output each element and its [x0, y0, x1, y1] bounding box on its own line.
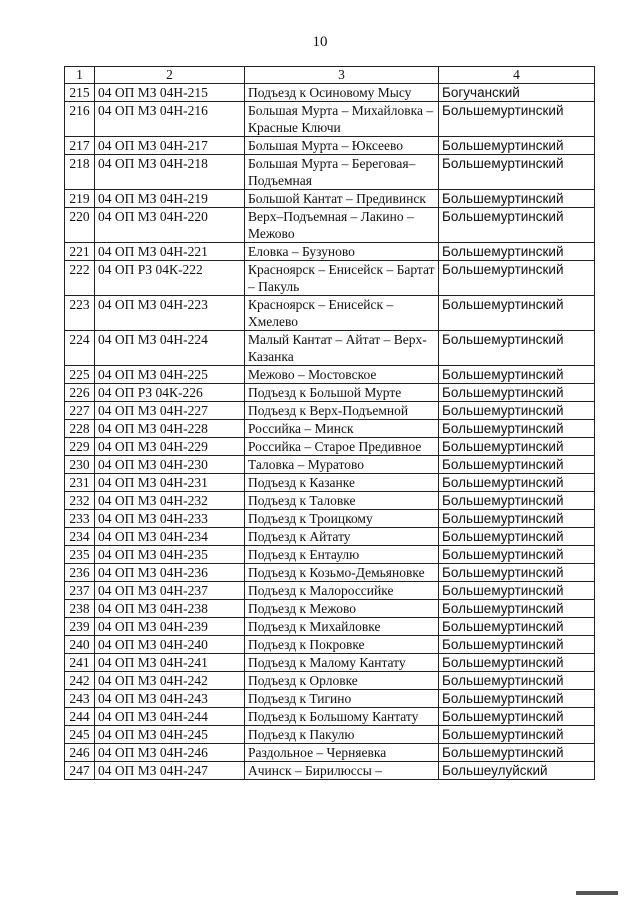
district-name: Большемуртинский: [439, 510, 595, 528]
road-name: Большая Мурта – Береговая–Подъемная: [245, 155, 439, 190]
row-number: 222: [65, 261, 95, 296]
district-name: Большемуртинский: [439, 456, 595, 474]
road-name: Таловка – Муратово: [245, 456, 439, 474]
column-header-2: 2: [95, 67, 245, 84]
district-name: Большемуртинский: [439, 296, 595, 331]
road-code: 04 ОП МЗ 04Н-221: [95, 243, 245, 261]
row-number: 245: [65, 726, 95, 744]
column-header-1: 1: [65, 67, 95, 84]
district-name: Большемуртинский: [439, 636, 595, 654]
table-row: [65, 102, 595, 137]
road-code: 04 ОП МЗ 04Н-244: [95, 708, 245, 726]
district-name: Большемуртинский: [439, 155, 595, 190]
road-name: Красноярск – Енисейск – Бартат – Пакуль: [245, 261, 439, 296]
table-row: [65, 618, 595, 636]
road-name: Подъезд к Козьмо-Демьяновке: [245, 564, 439, 582]
road-code: 04 ОП МЗ 04Н-225: [95, 366, 245, 384]
row-number: 216: [65, 102, 95, 137]
table-row: [65, 690, 595, 708]
table-row: [65, 456, 595, 474]
district-name: Большемуртинский: [439, 438, 595, 456]
table-row: [65, 672, 595, 690]
table-row: [65, 190, 595, 208]
row-number: 215: [65, 84, 95, 102]
table-row: [65, 420, 595, 438]
road-name: Подъезд к Малому Кантату: [245, 654, 439, 672]
road-name: Межово – Мостовское: [245, 366, 439, 384]
district-name: Большемуртинский: [439, 564, 595, 582]
column-header-3: 3: [245, 67, 439, 84]
road-name: Большой Кантат – Предивинск: [245, 190, 439, 208]
table-row: [65, 636, 595, 654]
district-name: Большемуртинский: [439, 190, 595, 208]
road-name: Подъезд к Тигино: [245, 690, 439, 708]
road-code: 04 ОП МЗ 04Н-227: [95, 402, 245, 420]
road-code: 04 ОП МЗ 04Н-234: [95, 528, 245, 546]
road-code: 04 ОП МЗ 04Н-218: [95, 155, 245, 190]
road-name: Подъезд к Малороссийке: [245, 582, 439, 600]
row-number: 227: [65, 402, 95, 420]
district-name: Большемуртинский: [439, 708, 595, 726]
row-number: 232: [65, 492, 95, 510]
road-name: Подъезд к Айтату: [245, 528, 439, 546]
table-row: [65, 762, 595, 780]
district-name: Большемуртинский: [439, 618, 595, 636]
row-number: 242: [65, 672, 95, 690]
row-number: 221: [65, 243, 95, 261]
district-name: Большемуртинский: [439, 366, 595, 384]
district-name: Большемуртинский: [439, 492, 595, 510]
road-name: Ачинск – Бирилюссы –: [245, 762, 439, 780]
table-row: [65, 564, 595, 582]
table-row: [65, 708, 595, 726]
district-name: Большемуртинский: [439, 546, 595, 564]
district-name: Большемуртинский: [439, 261, 595, 296]
road-name: Раздольное – Черняевка: [245, 744, 439, 762]
table-row: [65, 438, 595, 456]
table-row: [65, 510, 595, 528]
road-name: Подъезд к Михайловке: [245, 618, 439, 636]
road-code: 04 ОП МЗ 04Н-223: [95, 296, 245, 331]
row-number: 219: [65, 190, 95, 208]
district-name: Большемуртинский: [439, 208, 595, 243]
scan-mark: [576, 891, 618, 895]
road-name: Подъезд к Пакулю: [245, 726, 439, 744]
road-code: 04 ОП МЗ 04Н-232: [95, 492, 245, 510]
row-number: 235: [65, 546, 95, 564]
road-code: 04 ОП МЗ 04Н-237: [95, 582, 245, 600]
table-row: [65, 243, 595, 261]
row-number: 224: [65, 331, 95, 366]
table-row: [65, 654, 595, 672]
table-row: [65, 474, 595, 492]
district-name: Большемуртинский: [439, 582, 595, 600]
road-name: Еловка – Бузуново: [245, 243, 439, 261]
row-number: 247: [65, 762, 95, 780]
table-row: [65, 84, 595, 102]
road-name: Большая Мурта – Михайловка – Красные Ключи: [245, 102, 439, 137]
district-name: Большемуртинский: [439, 726, 595, 744]
road-code: 04 ОП МЗ 04Н-239: [95, 618, 245, 636]
district-name: Большемуртинский: [439, 528, 595, 546]
row-number: 244: [65, 708, 95, 726]
row-number: 243: [65, 690, 95, 708]
road-name: Подъезд к Верх-Подъемной: [245, 402, 439, 420]
table-row: [65, 744, 595, 762]
table-row: [65, 296, 595, 331]
district-name: Большемуртинский: [439, 474, 595, 492]
road-name: Подъезд к Орловке: [245, 672, 439, 690]
row-number: 223: [65, 296, 95, 331]
road-code: 04 ОП МЗ 04Н-215: [95, 84, 245, 102]
table-row: [65, 331, 595, 366]
row-number: 236: [65, 564, 95, 582]
road-code: 04 ОП МЗ 04Н-246: [95, 744, 245, 762]
district-name: Богучанский: [439, 84, 595, 102]
district-name: Большеулуйский: [439, 762, 595, 780]
row-number: 241: [65, 654, 95, 672]
road-code: 04 ОП МЗ 04Н-245: [95, 726, 245, 744]
row-number: 238: [65, 600, 95, 618]
road-name: Подъезд к Большому Кантату: [245, 708, 439, 726]
table-row: [65, 600, 595, 618]
table-row: [65, 137, 595, 155]
page-number: 10: [312, 34, 328, 50]
road-name: Российка – Старое Предивное: [245, 438, 439, 456]
district-name: Большемуртинский: [439, 744, 595, 762]
road-code: 04 ОП МЗ 04Н-242: [95, 672, 245, 690]
district-name: Большемуртинский: [439, 384, 595, 402]
table-row: [65, 528, 595, 546]
table-row: [65, 261, 595, 296]
road-code: 04 ОП РЗ 04К-226: [95, 384, 245, 402]
road-code: 04 ОП МЗ 04Н-230: [95, 456, 245, 474]
road-code: 04 ОП МЗ 04Н-231: [95, 474, 245, 492]
row-number: 228: [65, 420, 95, 438]
road-code: 04 ОП РЗ 04К-222: [95, 261, 245, 296]
table-row: [65, 492, 595, 510]
row-number: 234: [65, 528, 95, 546]
road-code: 04 ОП МЗ 04Н-243: [95, 690, 245, 708]
district-name: Большемуртинский: [439, 331, 595, 366]
road-code: 04 ОП МЗ 04Н-224: [95, 331, 245, 366]
road-code: 04 ОП МЗ 04Н-219: [95, 190, 245, 208]
road-code: 04 ОП МЗ 04Н-217: [95, 137, 245, 155]
row-number: 229: [65, 438, 95, 456]
road-code: 04 ОП МЗ 04Н-216: [95, 102, 245, 137]
table-row: [65, 546, 595, 564]
table-row: [65, 726, 595, 744]
road-code: 04 ОП МЗ 04Н-236: [95, 564, 245, 582]
road-name: Подъезд к Большой Мурте: [245, 384, 439, 402]
table-row: [65, 384, 595, 402]
road-name: Подъезд к Межово: [245, 600, 439, 618]
roads-table: [64, 66, 595, 780]
table-row: [65, 155, 595, 190]
table-row: [65, 402, 595, 420]
road-code: 04 ОП МЗ 04Н-240: [95, 636, 245, 654]
row-number: 231: [65, 474, 95, 492]
road-name: Российка – Минск: [245, 420, 439, 438]
column-header-4: 4: [439, 67, 595, 84]
road-name: Подъезд к Казанке: [245, 474, 439, 492]
road-name: Подъезд к Покровке: [245, 636, 439, 654]
district-name: Большемуртинский: [439, 690, 595, 708]
row-number: 226: [65, 384, 95, 402]
road-code: 04 ОП МЗ 04Н-233: [95, 510, 245, 528]
road-name: Подъезд к Осиновому Мысу: [245, 84, 439, 102]
road-name: Подъезд к Ентаулю: [245, 546, 439, 564]
district-name: Большемуртинский: [439, 102, 595, 137]
row-number: 218: [65, 155, 95, 190]
road-name: Большая Мурта – Юксеево: [245, 137, 439, 155]
district-name: Большемуртинский: [439, 243, 595, 261]
row-number: 233: [65, 510, 95, 528]
row-number: 217: [65, 137, 95, 155]
road-name: Красноярск – Енисейск – Хмелево: [245, 296, 439, 331]
road-name: Верх–Подъемная – Лакино – Межово: [245, 208, 439, 243]
row-number: 225: [65, 366, 95, 384]
road-name: Малый Кантат – Айтат – Верх-Казанка: [245, 331, 439, 366]
row-number: 239: [65, 618, 95, 636]
district-name: Большемуртинский: [439, 420, 595, 438]
road-name: Подъезд к Таловке: [245, 492, 439, 510]
district-name: Большемуртинский: [439, 654, 595, 672]
row-number: 240: [65, 636, 95, 654]
table-row: [65, 366, 595, 384]
row-number: 230: [65, 456, 95, 474]
district-name: Большемуртинский: [439, 137, 595, 155]
district-name: Большемуртинский: [439, 402, 595, 420]
row-number: 246: [65, 744, 95, 762]
road-code: 04 ОП МЗ 04Н-238: [95, 600, 245, 618]
road-name: Подъезд к Троицкому: [245, 510, 439, 528]
row-number: 220: [65, 208, 95, 243]
road-code: 04 ОП МЗ 04Н-220: [95, 208, 245, 243]
road-code: 04 ОП МЗ 04Н-228: [95, 420, 245, 438]
district-name: Большемуртинский: [439, 672, 595, 690]
table-header-row: [65, 67, 595, 84]
road-code: 04 ОП МЗ 04Н-241: [95, 654, 245, 672]
road-code: 04 ОП МЗ 04Н-229: [95, 438, 245, 456]
table-row: [65, 208, 595, 243]
road-code: 04 ОП МЗ 04Н-235: [95, 546, 245, 564]
road-code: 04 ОП МЗ 04Н-247: [95, 762, 245, 780]
row-number: 237: [65, 582, 95, 600]
district-name: Большемуртинский: [439, 600, 595, 618]
table-row: [65, 582, 595, 600]
